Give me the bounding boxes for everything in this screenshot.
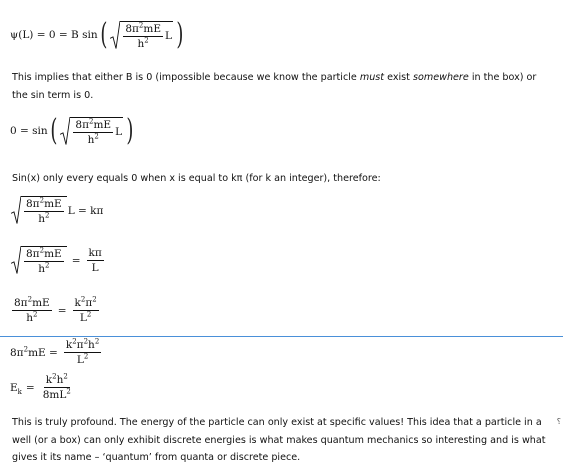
equation-energy-levels: $E_k$ = $\frac{k^2h^2}{8mL^2}$ — [10, 372, 71, 401]
right-paren: ) — [126, 113, 134, 148]
equals-sign: = — [57, 304, 67, 317]
equation-psi-boundary — [10, 17, 186, 52]
fraction: $\frac{k^2\pi^2h^2}{L^2}$ — [65, 337, 100, 366]
paragraph-conclusion: This is truly profound. The energy of the particle can only exist at specific values! This idea that a particle in a well (or a box) can only exhibit discrete energies is what makes quantum mechanics so interesting and is what gives it its name – ‘quantum’ from quanta or discrete piece. — [12, 417, 546, 463]
right-paren: ) — [176, 17, 184, 52]
left-paren: ( — [50, 113, 58, 148]
eq2-lhs: 0 = sin — [10, 125, 48, 137]
equals-sign: = — [25, 381, 35, 394]
radical-icon — [11, 196, 21, 225]
fraction: $\frac{k\pi}{L}$ — [88, 247, 102, 274]
paragraph-sin-condition: Sin(x) only every equals 0 when x is equal to kπ (for k an integer), therefore: — [12, 173, 381, 184]
equation-root-equals-kpi — [10, 196, 103, 225]
fraction: $\frac{8\pi^2mE}{h^2}$ — [14, 295, 50, 324]
fraction: $\frac{k^2\pi^2}{L^2}$ — [74, 295, 97, 324]
equation-squared — [10, 297, 101, 324]
fraction: $\frac{8\pi^2mE}{h^2}$ — [75, 117, 112, 146]
square-root — [60, 117, 123, 146]
radical-icon — [110, 21, 120, 50]
radical-icon — [11, 246, 21, 275]
equation-sin-zero — [10, 113, 136, 148]
eq1-tail: L — [165, 30, 172, 42]
paragraph-implication: This implies that either B is 0 (impossible because we know the particle must exist somewhere in the box) or the sin term is 0. — [12, 72, 537, 101]
equals-sign: = — [71, 254, 81, 267]
fraction: $\frac{k^2h^2}{8mL^2}$ — [42, 372, 71, 401]
left-paren: ( — [99, 17, 107, 52]
text-cursor-icon: ⸮ — [556, 417, 561, 426]
eq3-tail: L = kπ — [67, 204, 104, 217]
equation-root-equals-kpi-over-l — [10, 246, 106, 275]
radical-icon — [60, 117, 70, 146]
fraction: $\frac{8\pi^2mE}{h^2}$ — [26, 246, 62, 275]
square-root — [11, 246, 67, 275]
square-root — [11, 196, 67, 225]
fraction: $\frac{8\pi^2mE}{h^2}$ — [26, 196, 62, 225]
square-root — [110, 21, 173, 50]
eq1-lhs: ψ(L) = 0 = B sin — [10, 29, 98, 41]
fraction: $\frac{8\pi^2mE}{h^2}$ — [125, 21, 161, 50]
eq2-tail: L — [115, 126, 123, 138]
equation-energy-product: $8\pi^2mE$ = $\frac{k^2\pi^2h^2}{L^2}$ — [10, 337, 100, 366]
